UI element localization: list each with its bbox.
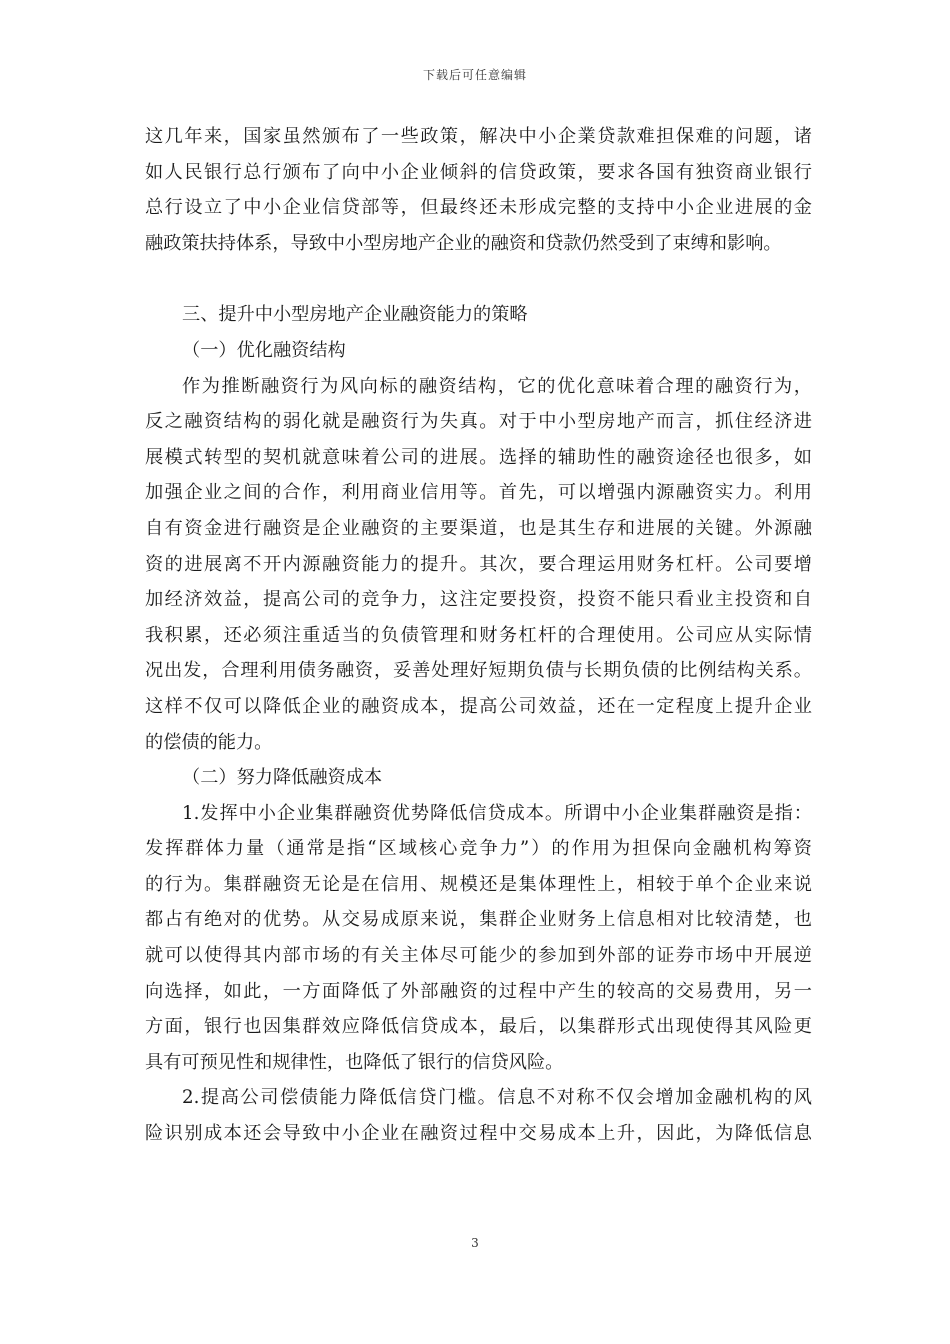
text-line: 资的进展离不开内源融资能力的提升。其次，要合理运用财务杠杆。公司要增 [145,553,812,575]
text-line: 发挥群体力量（通常是指“区域核心竞争力”）的作用为担保向金融机构筹资 [145,838,812,860]
text-line: 方面，银行也因集群效应降低信贷成本，最后，以集群形式出现使得其风险更 [145,1016,812,1038]
page-header: 下载后可任意编辑 [422,68,527,82]
text-line: 总行设立了中小企业信贷部等，但最终还未形成完整的支持中小企业进展的金 [145,197,812,219]
text-line: 况出发，合理利用债务融资，妥善处理好短期负债与长期负债的比例结构关系。 [145,660,812,682]
subsection-heading-optimize: （一）优化融资结构 [182,339,346,361]
section-heading: 三、提升中小型房地产企业融资能力的策略 [182,304,528,326]
paragraph-cluster-financing [145,796,812,1081]
text-line: 向选择，如此，一方面降低了外部融资的过程中产生的较高的交易费用，另一 [145,980,812,1002]
text-line: 险识别成本还会导致中小企业在融资过程中交易成本上升，因此，为降低信息 [145,1123,812,1145]
text-line: 展模式转型的契机就意味着公司的进展。选择的辅助性的融资途径也很多，如 [145,446,812,468]
text-line: 的行为。集群融资无论是在信用、规模还是集体理性上，相较于单个企业来说 [145,873,812,895]
paragraph-debt-repayment [145,1080,812,1151]
text-line: 具有可预见性和规律性，也降低了银行的信贷风险。 [145,1051,564,1073]
page-number: 3 [471,1236,479,1250]
text-line: 融政策扶持体系，导致中小型房地产企业的融资和贷款仍然受到了束缚和影响。 [145,232,782,254]
text-line: 这样不仅可以降低企业的融资成本，提高公司效益，还在一定程度上提升企业 [145,695,812,717]
text-line: 自有资金进行融资是企业融资的主要渠道，也是其生存和进展的关键。外源融 [145,517,812,539]
paragraph-gap [145,261,812,297]
text-line: 2.提高公司偿债能力降低信贷门槛。信息不对称不仅会增加金融机构的风 [182,1087,812,1109]
text-line: 就可以使得其内部市场的有关主体尽可能少的参加到外部的证券市场中开展逆 [145,945,812,967]
text-line: 加强企业之间的合作，利用商业信用等。首先，可以增强内源融资实力。利用 [145,482,812,504]
text-line: 反之融资结构的弱化就是融资行为失真。对于中小型房地产而言，抓住经济进 [145,411,812,433]
text-line: 加经济效益，提高公司的竞争力，这注定要投资，投资不能只看业主投资和自 [145,589,812,611]
document-body [145,119,812,1152]
paragraph-policy [145,119,812,261]
paragraph-financing-structure [145,369,812,761]
text-line: 的偿债的能力。 [145,731,273,753]
text-line: 这几年来，国家虽然颁布了一些政策，解决中小企業贷款难担保难的问题，诸 [145,126,812,147]
text-line: 作为推断融资行为风向标的融资结构，它的优化意味着合理的融资行为， [182,375,812,397]
text-line: 1.发挥中小企业集群融资优势降低信贷成本。所谓中小企业集群融资是指： [182,802,812,824]
text-line: 我积累，还必须注重适当的负债管理和财务杠杆的合理使用。公司应从实际情 [145,624,812,646]
subsection-heading-reduce-cost: （二）努力降低融资成本 [182,767,383,789]
text-line: 如人民银行总行颁布了向中小企业倾斜的信贷政策，要求各国有独资商业银行 [145,161,812,183]
text-line: 都占有绝对的优势。从交易成原来说，集群企业财务上信息相对比较清楚，也 [145,909,812,931]
